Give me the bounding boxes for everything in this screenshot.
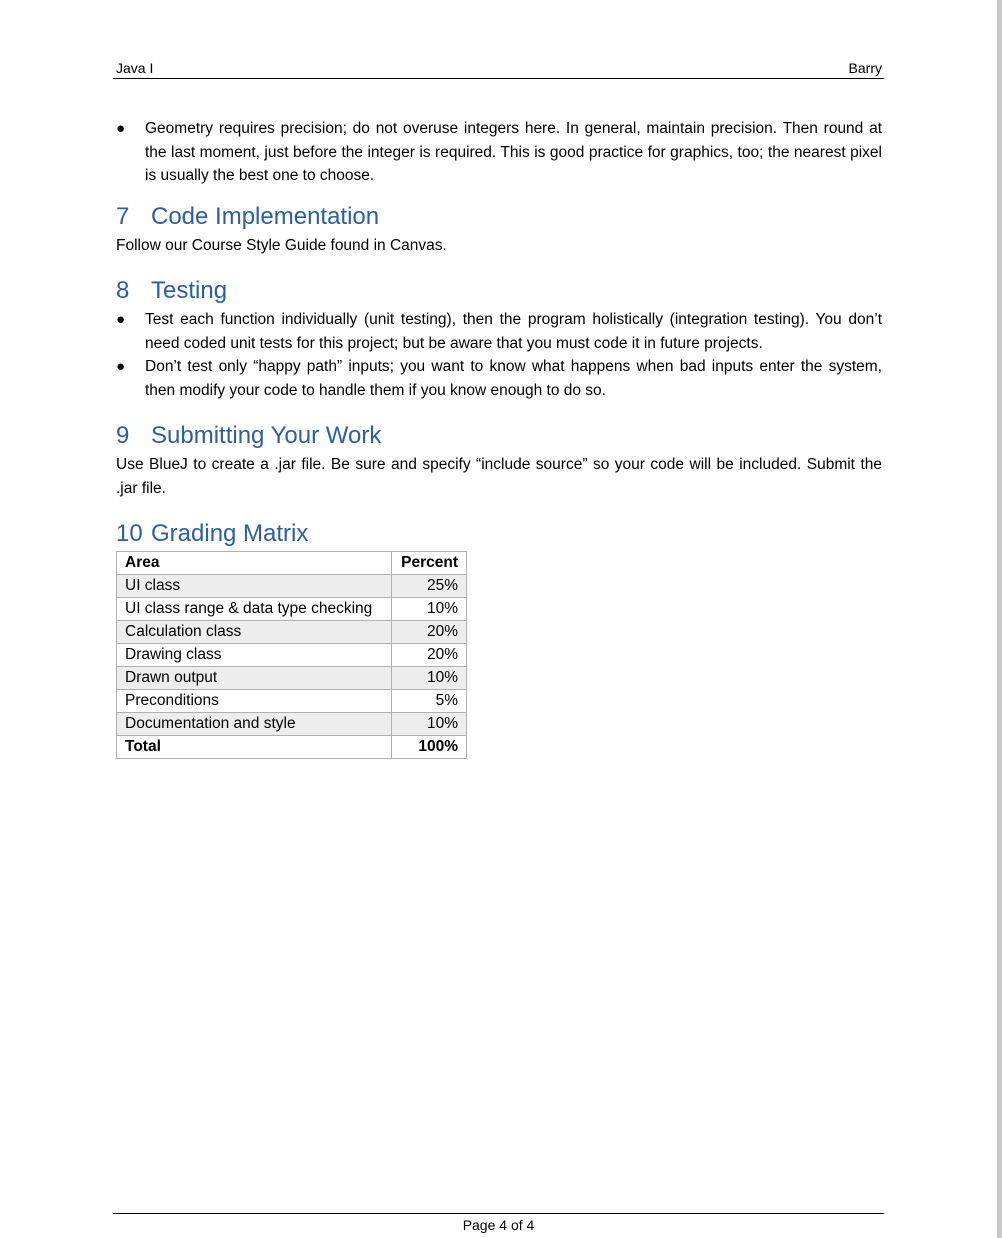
percent-cell: 10%	[392, 598, 467, 621]
area-cell: UI class	[117, 575, 392, 598]
table-row	[117, 644, 467, 667]
bullet-text: Geometry requires precision; do not overuse integers here. In general, maintain precision. Then round at the last moment, just before the integer is required. This is good practice for graphics, too; the nearest pixel is usually the best one to choose.	[145, 120, 882, 184]
section-number: 7	[116, 202, 130, 230]
section-heading-submitting	[116, 421, 882, 451]
bullet-text: Test each function individually (unit testing), then the program holistically (integration testing). You don’t need coded unit tests for this project; but be aware that you must code it in future projects.	[145, 311, 882, 352]
section-title: Submitting Your Work	[151, 422, 382, 449]
table-row	[117, 621, 467, 644]
table-total-row	[117, 736, 467, 759]
percent-cell: 10%	[392, 667, 467, 690]
section-title: Grading Matrix	[151, 520, 309, 547]
percent-cell: 20%	[392, 621, 467, 644]
table-row	[117, 598, 467, 621]
total-percent-cell: 100%	[392, 736, 467, 759]
total-label-cell: Total	[117, 736, 392, 759]
section-heading-code-implementation	[116, 202, 882, 232]
table-row	[117, 713, 467, 736]
table-row	[117, 667, 467, 690]
area-cell: Drawn output	[117, 667, 392, 690]
page-header	[113, 58, 884, 79]
header-author: Barry	[848, 60, 882, 76]
testing-bullet-list	[116, 308, 882, 402]
grading-matrix-table	[116, 551, 467, 759]
column-header-percent: Percent	[392, 552, 467, 575]
bullet-icon: ●	[116, 358, 126, 375]
list-item	[116, 308, 882, 355]
list-item	[116, 117, 882, 188]
document-body	[116, 117, 882, 759]
section-title: Testing	[151, 277, 228, 304]
percent-cell: 10%	[392, 713, 467, 736]
percent-cell: 5%	[392, 690, 467, 713]
bullet-icon: ●	[116, 311, 126, 328]
percent-cell: 20%	[392, 644, 467, 667]
area-cell: Preconditions	[117, 690, 392, 713]
bullet-icon: ●	[116, 120, 126, 137]
section-heading-testing	[116, 276, 882, 306]
area-cell: UI class range & data type checking	[117, 598, 392, 621]
section-number: 8	[116, 277, 130, 304]
section-number: 10	[116, 520, 143, 547]
section-number: 9	[116, 422, 130, 449]
footer-divider	[113, 1213, 884, 1214]
area-cell: Documentation and style	[117, 713, 392, 736]
area-cell: Drawing class	[117, 644, 392, 667]
header-course: Java I	[116, 60, 154, 76]
list-item	[116, 355, 882, 402]
page-number: Page 4 of 4	[462, 1217, 535, 1233]
bullet-text: Don’t test only “happy path” inputs; you want to know what happens when bad inputs enter the system, then modify your code to handle them if you know enough to do so.	[145, 358, 882, 399]
percent-cell: 25%	[392, 575, 467, 598]
submitting-text: Use BlueJ to create a .jar file. Be sure and specify “include source” so your code will be included. Submit the .jar file.	[116, 456, 882, 497]
section-title: Code Implementation	[151, 202, 380, 230]
column-header-area: Area	[117, 552, 392, 575]
section-heading-grading-matrix	[116, 519, 882, 549]
page-edge	[997, 0, 1002, 1238]
table-header-row	[117, 552, 467, 575]
code-implementation-text: Follow our Course Style Guide found in Canvas.	[116, 236, 447, 254]
table-row	[117, 690, 467, 713]
table-row	[117, 575, 467, 598]
intro-bullet-list	[116, 117, 882, 188]
area-cell: Calculation class	[117, 621, 392, 644]
